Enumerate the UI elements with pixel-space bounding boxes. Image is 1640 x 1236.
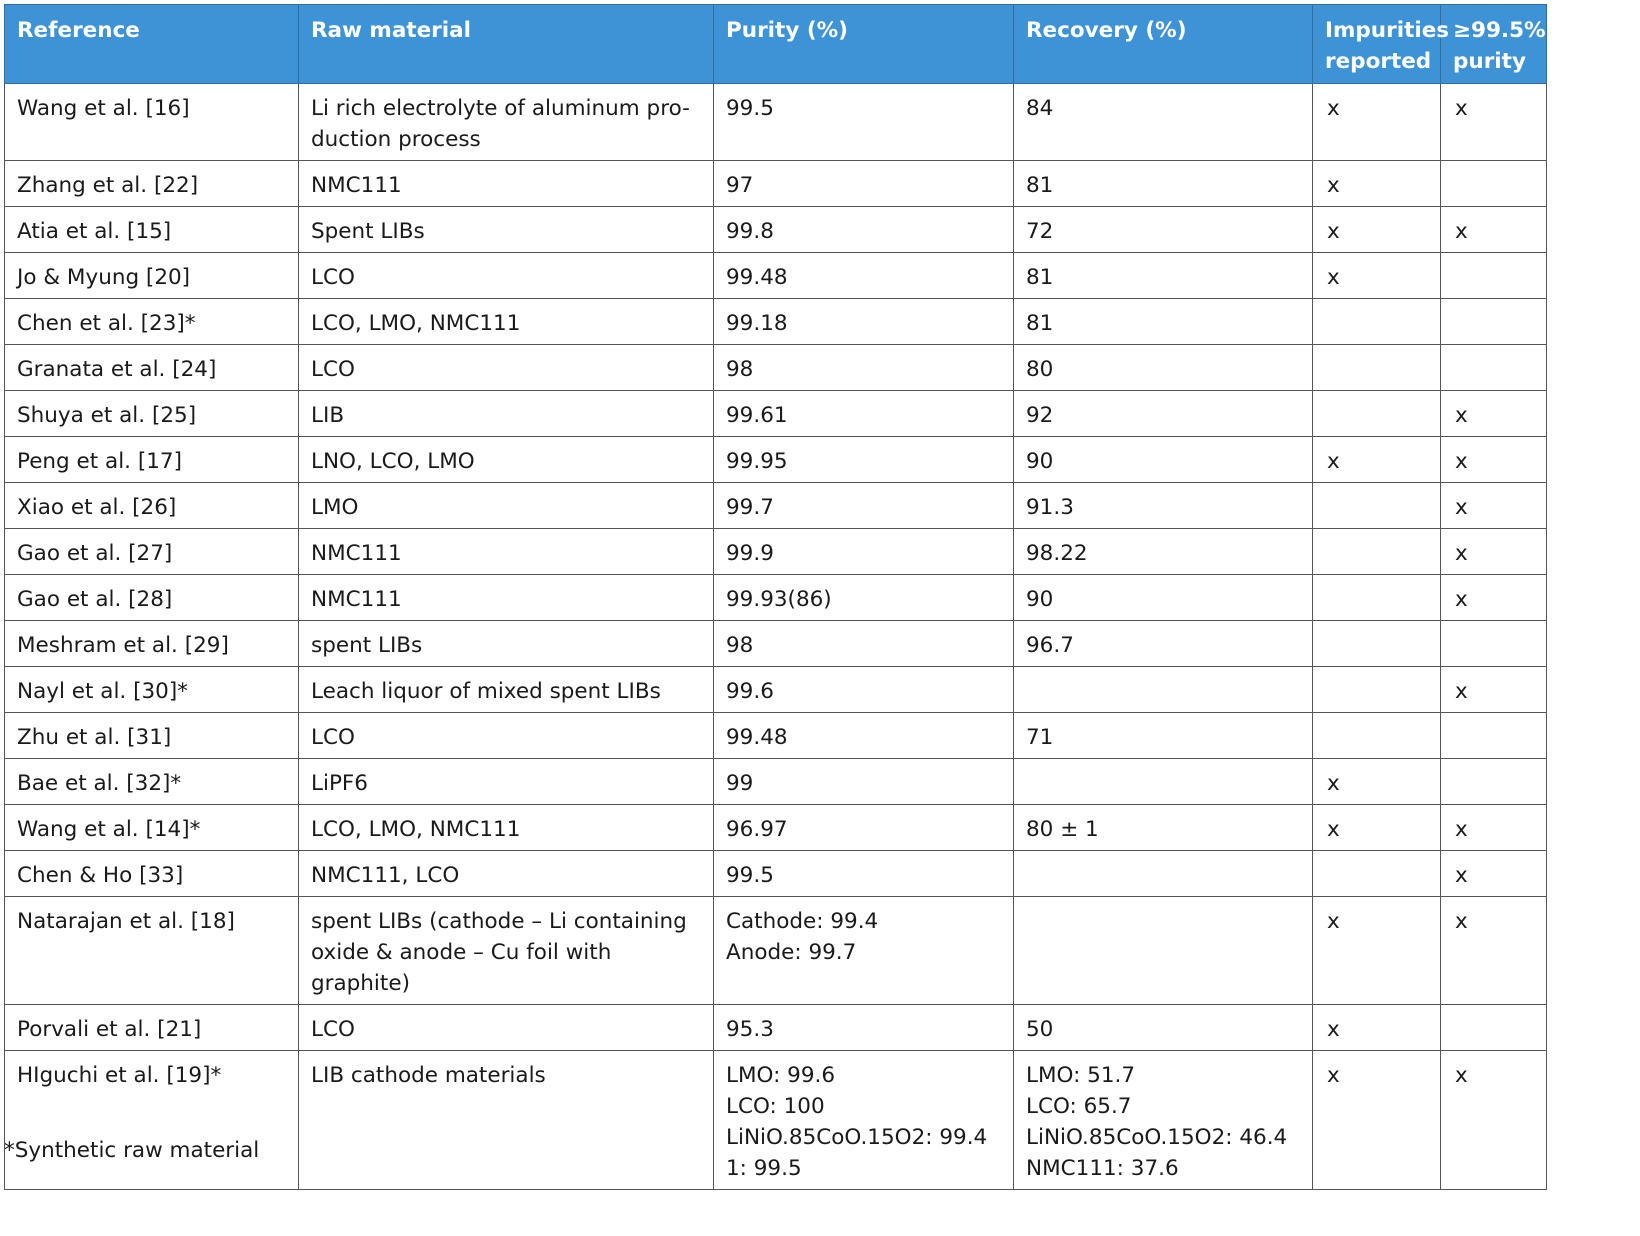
cell-recovery: 90 xyxy=(1014,575,1313,621)
table-row xyxy=(5,897,1547,1005)
cell-purity: 99.9 xyxy=(714,529,1014,575)
table-row xyxy=(5,667,1547,713)
cell-recovery: 90 xyxy=(1014,437,1313,483)
cell-recovery xyxy=(1014,759,1313,805)
table-row xyxy=(5,621,1547,667)
cell-raw-material: LIB cathode materials xyxy=(299,1051,714,1190)
cell-recovery: 98.22 xyxy=(1014,529,1313,575)
cell-high-purity: x xyxy=(1441,1051,1547,1190)
cell-raw-material: Leach liquor of mixed spent LIBs xyxy=(299,667,714,713)
cell-recovery: 71 xyxy=(1014,713,1313,759)
cell-reference: Gao et al. [27] xyxy=(5,529,299,575)
cell-impurities-reported xyxy=(1313,529,1441,575)
cell-reference: Natarajan et al. [18] xyxy=(5,897,299,1005)
cell-purity: 99.7 xyxy=(714,483,1014,529)
table-row xyxy=(5,207,1547,253)
results-table xyxy=(4,4,1547,1190)
cell-impurities-reported xyxy=(1313,621,1441,667)
cell-raw-material: LIB xyxy=(299,391,714,437)
cell-raw-material: LCO xyxy=(299,1005,714,1051)
cell-high-purity: x xyxy=(1441,805,1547,851)
table-row xyxy=(5,1051,1547,1190)
table-row xyxy=(5,759,1547,805)
cell-high-purity: x xyxy=(1441,84,1547,161)
cell-high-purity: x xyxy=(1441,391,1547,437)
cell-reference: Gao et al. [28] xyxy=(5,575,299,621)
cell-impurities-reported: x xyxy=(1313,207,1441,253)
cell-recovery xyxy=(1014,851,1313,897)
cell-raw-material: NMC111 xyxy=(299,575,714,621)
table-row xyxy=(5,575,1547,621)
cell-impurities-reported xyxy=(1313,851,1441,897)
cell-high-purity: x xyxy=(1441,897,1547,1005)
cell-impurities-reported: x xyxy=(1313,253,1441,299)
cell-purity: LMO: 99.6 LCO: 100 LiNiO.85CoO.15O2: 99.4 1: 99.5 xyxy=(714,1051,1014,1190)
cell-high-purity xyxy=(1441,253,1547,299)
cell-high-purity: x xyxy=(1441,437,1547,483)
cell-raw-material: NMC111, LCO xyxy=(299,851,714,897)
cell-reference: Xiao et al. [26] xyxy=(5,483,299,529)
cell-recovery: 81 xyxy=(1014,161,1313,207)
cell-raw-material: NMC111 xyxy=(299,529,714,575)
header-recovery: Recovery (%) xyxy=(1014,5,1313,84)
cell-impurities-reported: x xyxy=(1313,161,1441,207)
table-row xyxy=(5,161,1547,207)
cell-high-purity: x xyxy=(1441,851,1547,897)
cell-recovery: 50 xyxy=(1014,1005,1313,1051)
table-row xyxy=(5,529,1547,575)
cell-impurities-reported xyxy=(1313,391,1441,437)
cell-impurities-reported xyxy=(1313,483,1441,529)
cell-raw-material: NMC111 xyxy=(299,161,714,207)
cell-impurities-reported: x xyxy=(1313,805,1441,851)
cell-purity: 99.8 xyxy=(714,207,1014,253)
header-reference: Reference xyxy=(5,5,299,84)
cell-impurities-reported: x xyxy=(1313,897,1441,1005)
cell-purity: 99.48 xyxy=(714,713,1014,759)
cell-high-purity: x xyxy=(1441,667,1547,713)
cell-impurities-reported: x xyxy=(1313,1005,1441,1051)
cell-reference: Nayl et al. [30]* xyxy=(5,667,299,713)
cell-recovery: 81 xyxy=(1014,253,1313,299)
cell-recovery: 91.3 xyxy=(1014,483,1313,529)
table-header xyxy=(5,5,1547,84)
cell-reference: Peng et al. [17] xyxy=(5,437,299,483)
cell-recovery: 80 xyxy=(1014,345,1313,391)
header-row xyxy=(5,5,1547,84)
cell-reference: Chen et al. [23]* xyxy=(5,299,299,345)
cell-raw-material: spent LIBs xyxy=(299,621,714,667)
cell-recovery xyxy=(1014,667,1313,713)
cell-recovery: 80 ± 1 xyxy=(1014,805,1313,851)
cell-purity: 96.97 xyxy=(714,805,1014,851)
table-row xyxy=(5,391,1547,437)
cell-high-purity xyxy=(1441,345,1547,391)
cell-impurities-reported xyxy=(1313,345,1441,391)
cell-reference: HIguchi et al. [19]* xyxy=(5,1051,299,1190)
table-row xyxy=(5,851,1547,897)
cell-purity: 99.48 xyxy=(714,253,1014,299)
cell-high-purity: x xyxy=(1441,483,1547,529)
cell-purity: 99.5 xyxy=(714,851,1014,897)
header-raw-material: Raw material xyxy=(299,5,714,84)
cell-purity: 98 xyxy=(714,621,1014,667)
cell-purity: 99.93(86) xyxy=(714,575,1014,621)
cell-recovery: LMO: 51.7 LCO: 65.7 LiNiO.85CoO.15O2: 46.4 NMC111: 37.6 xyxy=(1014,1051,1313,1190)
header-purity: Purity (%) xyxy=(714,5,1014,84)
cell-recovery: 72 xyxy=(1014,207,1313,253)
cell-impurities-reported: x xyxy=(1313,1051,1441,1190)
cell-purity: 98 xyxy=(714,345,1014,391)
cell-impurities-reported xyxy=(1313,667,1441,713)
cell-high-purity xyxy=(1441,621,1547,667)
cell-raw-material: Li rich electrolyte of aluminum pro- duction process xyxy=(299,84,714,161)
table-row xyxy=(5,84,1547,161)
table-row xyxy=(5,713,1547,759)
cell-impurities-reported xyxy=(1313,713,1441,759)
cell-impurities-reported: x xyxy=(1313,437,1441,483)
cell-reference: Wang et al. [16] xyxy=(5,84,299,161)
cell-raw-material: LCO xyxy=(299,253,714,299)
header-high-purity: ≥99.5% purity xyxy=(1441,5,1547,84)
cell-reference: Zhu et al. [31] xyxy=(5,713,299,759)
cell-recovery: 84 xyxy=(1014,84,1313,161)
cell-purity: 99.6 xyxy=(714,667,1014,713)
cell-impurities-reported xyxy=(1313,299,1441,345)
cell-purity: 99.5 xyxy=(714,84,1014,161)
table-row xyxy=(5,437,1547,483)
cell-raw-material: spent LIBs (cathode – Li containing oxide & anode – Cu foil with graphite) xyxy=(299,897,714,1005)
cell-reference: Shuya et al. [25] xyxy=(5,391,299,437)
cell-purity: 97 xyxy=(714,161,1014,207)
results-table-container xyxy=(4,4,1640,1190)
cell-recovery: 96.7 xyxy=(1014,621,1313,667)
table-body xyxy=(5,84,1547,1190)
cell-reference: Bae et al. [32]* xyxy=(5,759,299,805)
table-row xyxy=(5,345,1547,391)
cell-impurities-reported xyxy=(1313,575,1441,621)
cell-raw-material: LCO xyxy=(299,713,714,759)
cell-raw-material: LCO xyxy=(299,345,714,391)
cell-high-purity xyxy=(1441,713,1547,759)
header-impurities-reported: Impurities reported xyxy=(1313,5,1441,84)
cell-purity: 99 xyxy=(714,759,1014,805)
cell-high-purity xyxy=(1441,161,1547,207)
table-row xyxy=(5,1005,1547,1051)
cell-reference: Zhang et al. [22] xyxy=(5,161,299,207)
cell-high-purity: x xyxy=(1441,207,1547,253)
cell-raw-material: LNO, LCO, LMO xyxy=(299,437,714,483)
cell-high-purity xyxy=(1441,759,1547,805)
cell-raw-material: LMO xyxy=(299,483,714,529)
cell-high-purity xyxy=(1441,1005,1547,1051)
cell-reference: Granata et al. [24] xyxy=(5,345,299,391)
cell-reference: Jo & Myung [20] xyxy=(5,253,299,299)
cell-raw-material: LCO, LMO, NMC111 xyxy=(299,805,714,851)
cell-raw-material: LCO, LMO, NMC111 xyxy=(299,299,714,345)
cell-reference: Porvali et al. [21] xyxy=(5,1005,299,1051)
cell-reference: Meshram et al. [29] xyxy=(5,621,299,667)
cell-reference: Atia et al. [15] xyxy=(5,207,299,253)
cell-purity: 99.95 xyxy=(714,437,1014,483)
cell-purity: 99.18 xyxy=(714,299,1014,345)
cell-reference: Wang et al. [14]* xyxy=(5,805,299,851)
table-row xyxy=(5,805,1547,851)
cell-raw-material: Spent LIBs xyxy=(299,207,714,253)
table-row xyxy=(5,253,1547,299)
cell-purity: 99.61 xyxy=(714,391,1014,437)
cell-high-purity xyxy=(1441,299,1547,345)
cell-high-purity: x xyxy=(1441,529,1547,575)
table-row xyxy=(5,483,1547,529)
cell-impurities-reported: x xyxy=(1313,84,1441,161)
cell-recovery xyxy=(1014,897,1313,1005)
cell-purity: 95.3 xyxy=(714,1005,1014,1051)
cell-reference: Chen & Ho [33] xyxy=(5,851,299,897)
cell-recovery: 92 xyxy=(1014,391,1313,437)
cell-purity: Cathode: 99.4 Anode: 99.7 xyxy=(714,897,1014,1005)
table-row xyxy=(5,299,1547,345)
cell-high-purity: x xyxy=(1441,575,1547,621)
footnote: *Synthetic raw material xyxy=(4,1138,260,1163)
cell-recovery: 81 xyxy=(1014,299,1313,345)
cell-impurities-reported: x xyxy=(1313,759,1441,805)
cell-raw-material: LiPF6 xyxy=(299,759,714,805)
